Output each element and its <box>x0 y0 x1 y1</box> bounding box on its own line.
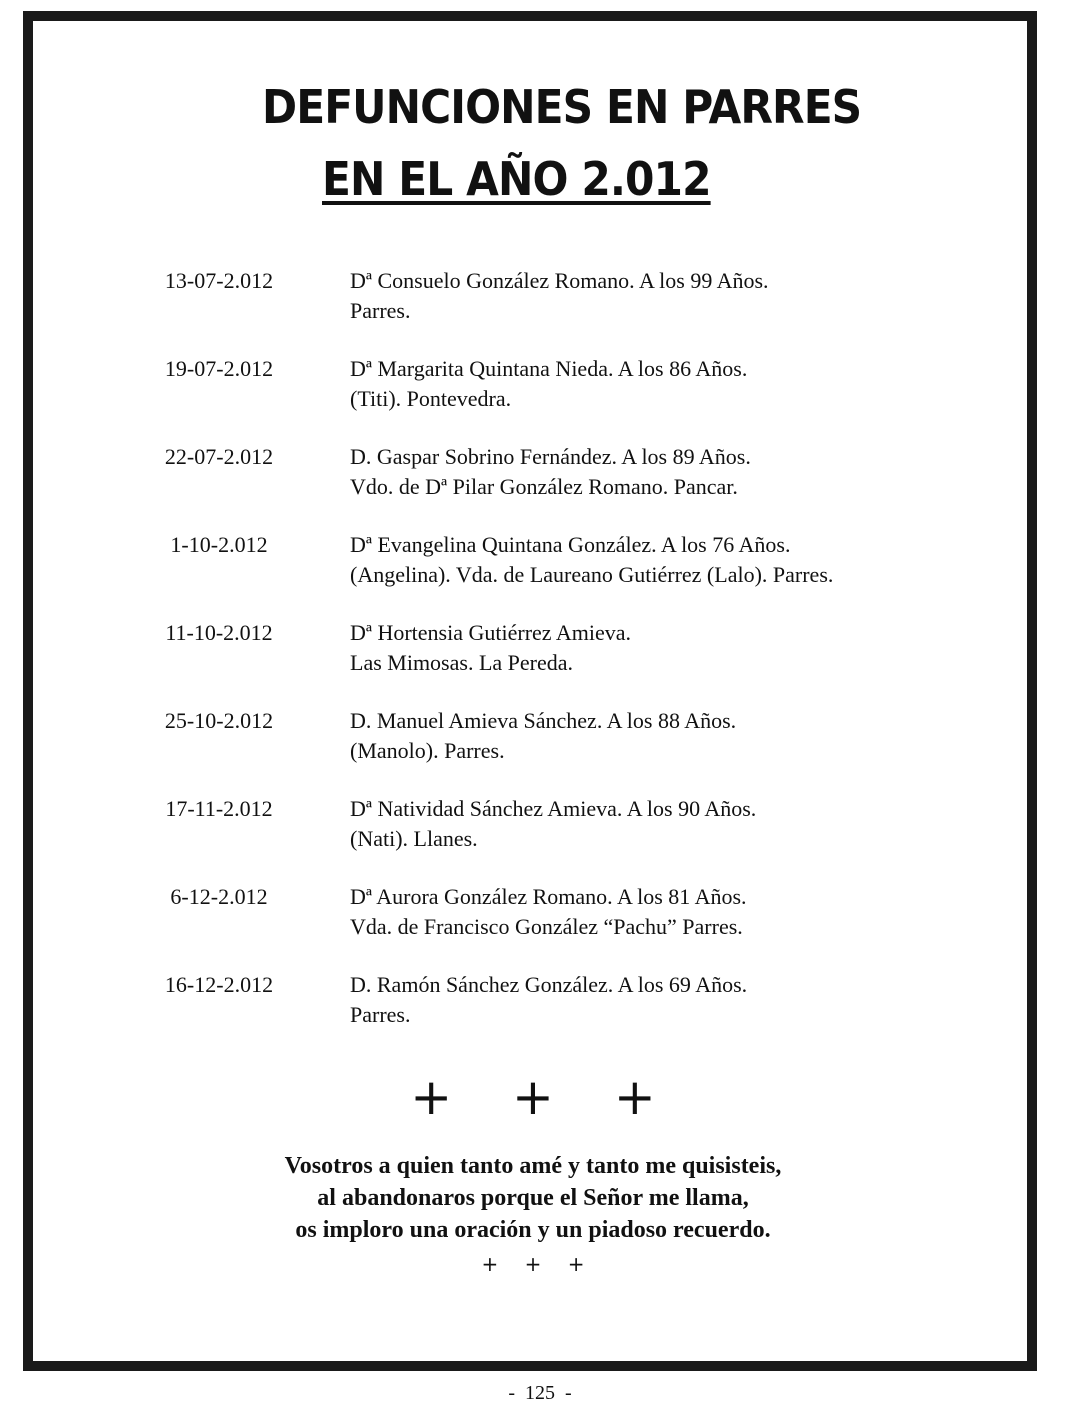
list-item <box>0 356 1066 436</box>
list-item <box>0 620 1066 700</box>
entry-date: 22-07-2.012 <box>164 444 274 469</box>
list-item <box>0 708 1066 788</box>
list-item <box>0 268 1066 348</box>
entry-detail: (Manolo). Parres. <box>350 738 505 763</box>
entry-detail: Parres. <box>350 1002 411 1027</box>
small-crosses: + + + <box>481 1252 595 1276</box>
list-item <box>0 532 1066 612</box>
list-item <box>0 884 1066 964</box>
verse-line: Vosotros a quien tanto amé y tanto me quisisteis, <box>284 1153 782 1179</box>
entry-name: Dª Hortensia Gutiérrez Amieva. <box>350 620 631 645</box>
entry-date: 25-10-2.012 <box>164 708 274 733</box>
entry-name: Dª Aurora González Romano. A los 81 Años. <box>350 884 747 909</box>
verse-line: os imploro una oración y un piadoso recuerdo. <box>295 1217 771 1243</box>
memorial-verse <box>0 1150 1066 1246</box>
entry-detail: Vda. de Francisco González “Pachu” Parres. <box>350 914 743 939</box>
entry-date: 17-11-2.012 <box>165 796 273 821</box>
verse-line: al abandonaros porque el Señor me llama, <box>317 1185 749 1211</box>
entry-date: 1-10-2.012 <box>170 532 268 557</box>
list-item <box>0 972 1066 1052</box>
entry-detail: (Nati). Llanes. <box>350 826 478 851</box>
entry-name: Dª Natividad Sánchez Amieva. A los 90 Años. <box>350 796 757 821</box>
entry-date: 16-12-2.012 <box>164 972 274 997</box>
list-item <box>0 796 1066 876</box>
entry-detail: (Titi). Pontevedra. <box>350 386 512 411</box>
page-number: - 125 - <box>508 1382 572 1404</box>
entry-name: Dª Evangelina Quintana González. A los 76 Años. <box>350 532 791 557</box>
entry-name: Dª Consuelo González Romano. A los 99 Años. <box>350 268 769 293</box>
entry-detail: (Angelina). Vda. de Laureano Gutiérrez (Lalo). Parres. <box>350 562 834 587</box>
entry-date: 11-10-2.012 <box>165 620 273 645</box>
list-item <box>0 444 1066 524</box>
entry-detail: Las Mimosas. La Pereda. <box>350 650 573 675</box>
entry-name: Dª Margarita Quintana Nieda. A los 86 Años. <box>350 356 748 381</box>
entry-date: 13-07-2.012 <box>164 268 274 293</box>
entry-name: D. Ramón Sánchez González. A los 69 Años. <box>350 972 748 997</box>
entry-name: D. Gaspar Sobrino Fernández. A los 89 Años. <box>350 444 751 469</box>
entry-detail: Vdo. de Dª Pilar González Romano. Pancar. <box>350 474 738 499</box>
entry-name: D. Manuel Amieva Sánchez. A los 88 Años. <box>350 708 737 733</box>
large-crosses: + + + <box>410 1068 678 1126</box>
title-line-1: DEFUNCIONES EN PARRES <box>262 80 862 134</box>
entry-date: 19-07-2.012 <box>164 356 274 381</box>
entry-date: 6-12-2.012 <box>170 884 268 909</box>
entry-detail: Parres. <box>350 298 411 323</box>
title-line-2: EN EL AÑO 2.012 <box>322 152 711 206</box>
